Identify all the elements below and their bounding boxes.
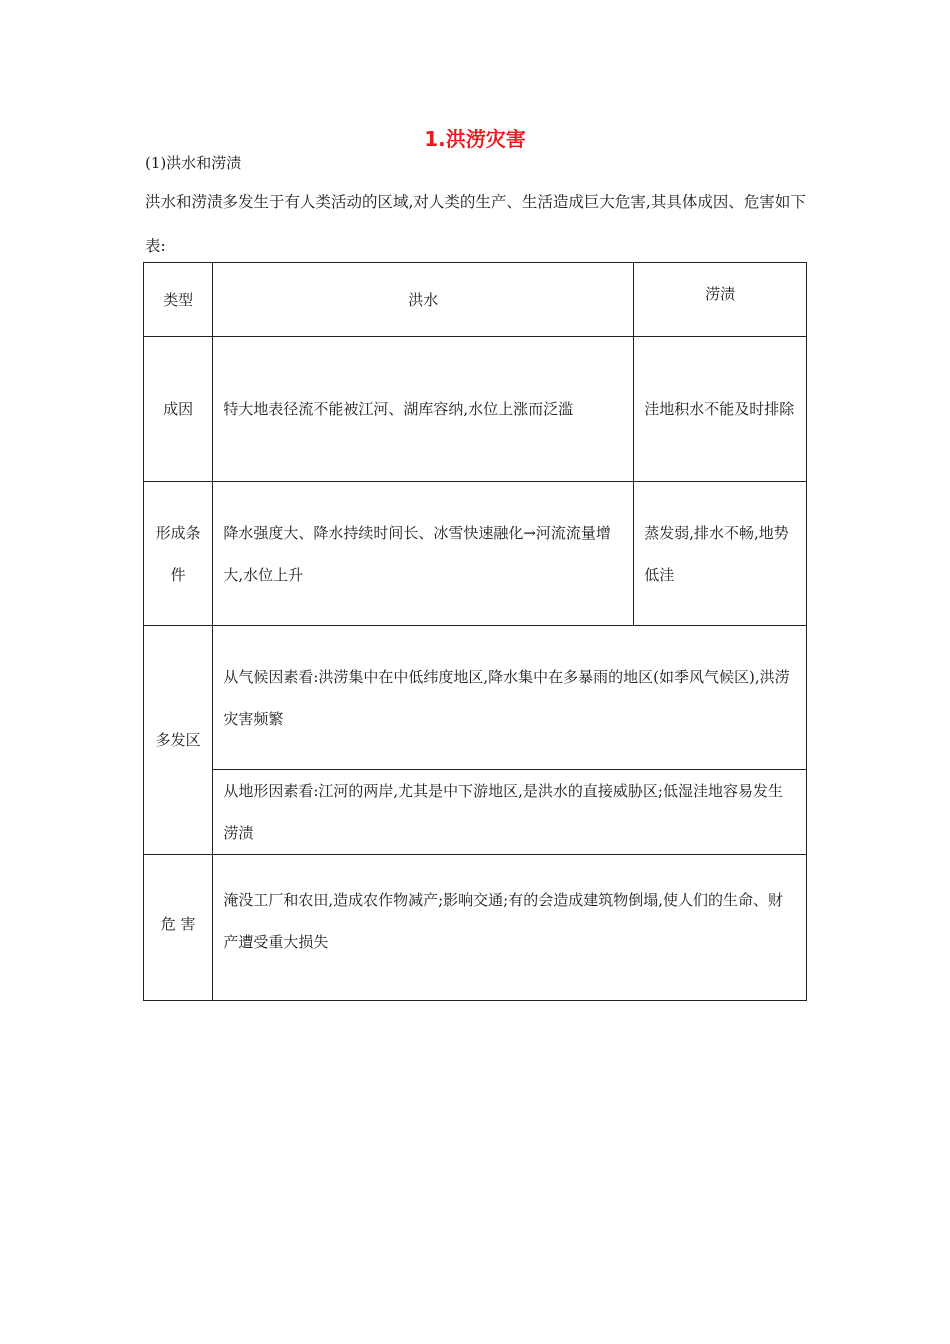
regions-label-cell: 多发区 (144, 626, 213, 855)
table-row-regions-terrain (144, 770, 807, 855)
conditions-waterlog-cell: 蒸发弱,排水不畅,地势低洼 (634, 482, 807, 626)
conditions-flood-cell: 降水强度大、降水持续时间长、冰雪快速融化→河流流量增大,水位上升 (213, 482, 634, 626)
page-title: 1.洪涝灾害 (424, 127, 526, 151)
cause-flood-cell: 特大地表径流不能被江河、湖库容纳,水位上涨而泛滥 (213, 337, 634, 482)
regions-climate-cell: 从气候因素看:洪涝集中在中低纬度地区,降水集中在多暴雨的地区(如季风气候区),洪涝灾害频繁 (213, 626, 807, 770)
conditions-label-cell: 形成条件 (144, 482, 213, 626)
header-flood-cell: 洪水 (213, 263, 634, 337)
table-row-cause (144, 337, 807, 482)
harm-label-cell: 危 害 (144, 855, 213, 1001)
table-row-harm (144, 855, 807, 1001)
table-row-regions-climate (144, 626, 807, 770)
cause-waterlog-cell: 洼地积水不能及时排除 (634, 337, 807, 482)
intro-paragraph: 洪水和涝渍多发生于有人类活动的区域,对人类的生产、生活造成巨大危害,其具体成因、危害如下表: (145, 193, 806, 255)
harm-text-cell: 淹没工厂和农田,造成农作物减产;影响交通;有的会造成建筑物倒塌,使人们的生命、财产遭受重大损失 (213, 855, 807, 1001)
section-subheading: (1)洪水和涝渍 (145, 154, 242, 172)
cause-label-cell: 成因 (144, 337, 213, 482)
header-type-cell: 类型 (144, 263, 213, 337)
table-header-row (144, 263, 807, 337)
header-waterlog-cell: 涝渍 (634, 263, 807, 337)
table-row-conditions (144, 482, 807, 626)
regions-terrain-cell: 从地形因素看:江河的两岸,尤其是中下游地区,是洪水的直接威胁区;低湿洼地容易发生涝渍 (213, 770, 807, 855)
flood-waterlog-table (143, 262, 807, 1001)
